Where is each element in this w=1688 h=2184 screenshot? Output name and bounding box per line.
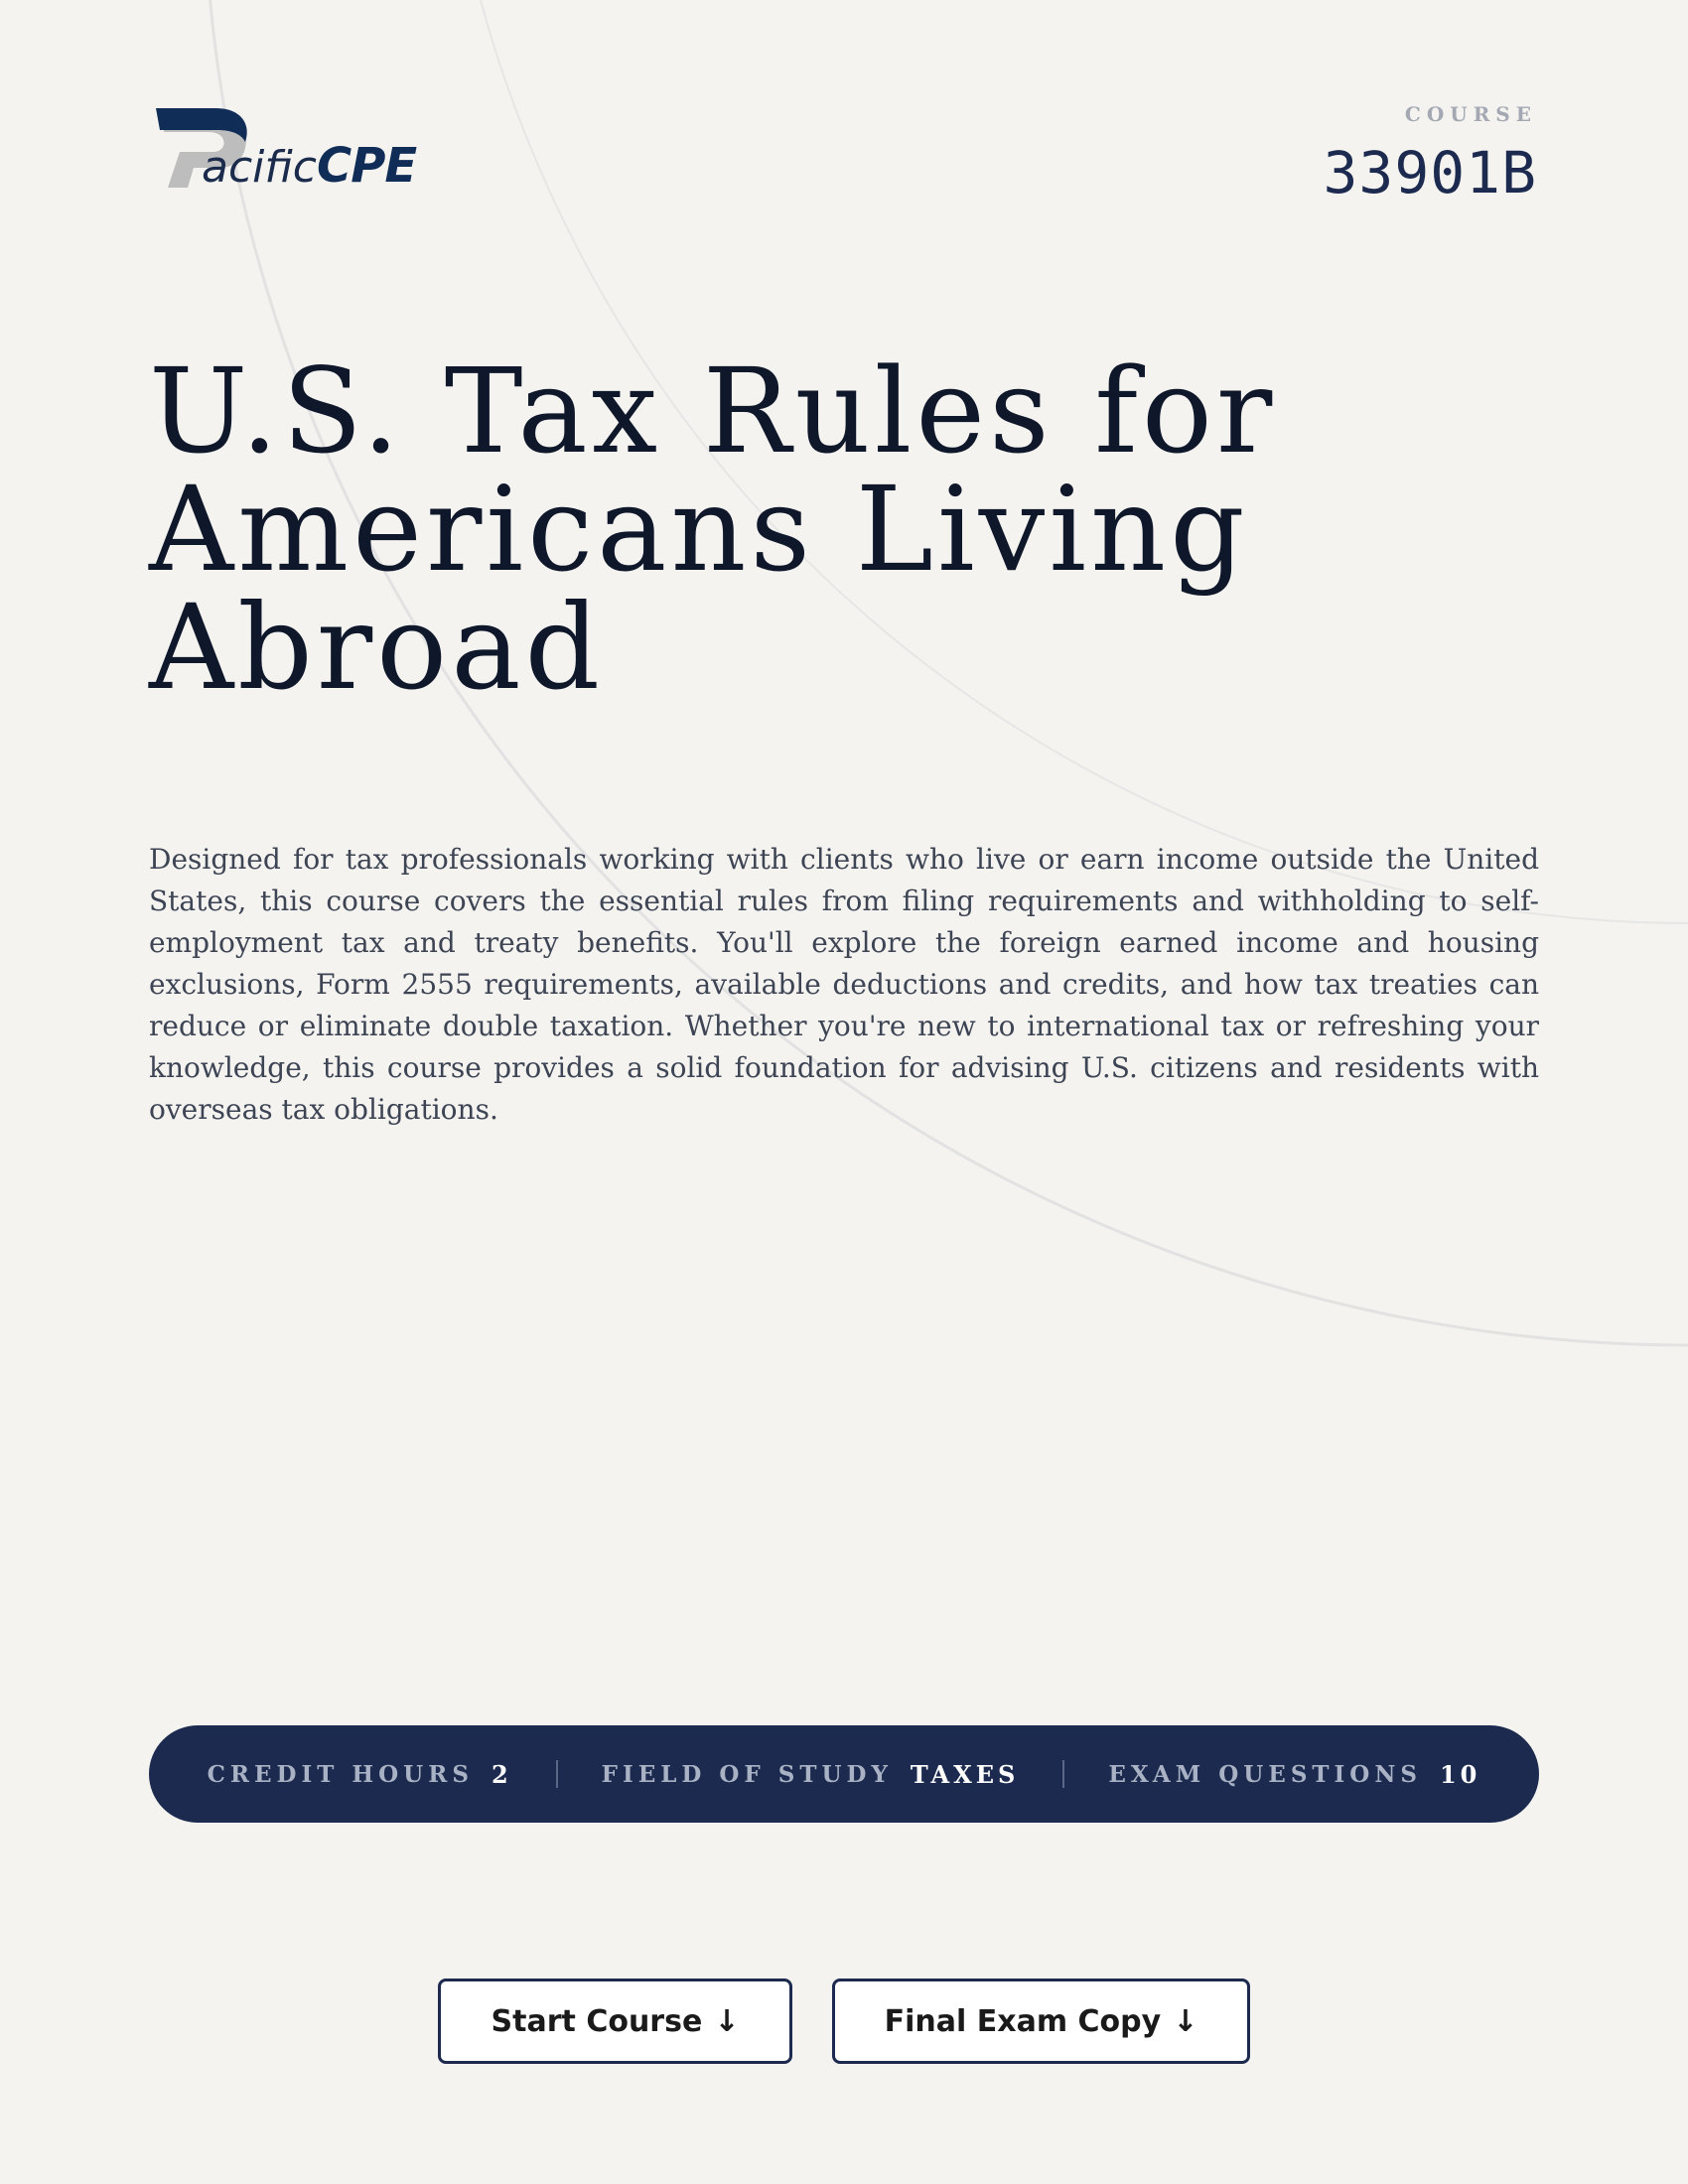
course-title: U.S. Tax Rules for Americans Living Abroad [149, 342, 1277, 716]
exam-questions-label: EXAM QUESTIONS [1108, 1760, 1422, 1788]
course-info-bar [149, 1725, 1539, 1823]
start-course-button[interactable] [438, 1979, 792, 2064]
info-divider [1062, 1760, 1064, 1788]
field-of-study-value: TAXES [910, 1759, 1020, 1789]
credit-hours-item [208, 1760, 512, 1789]
arrow-down-icon: ↓ [1173, 2003, 1198, 2039]
logo-text-cpe: CPE [317, 138, 417, 194]
info-divider [556, 1760, 558, 1788]
arrow-down-icon: ↓ [714, 2003, 740, 2039]
start-course-label: Start Course [491, 2003, 703, 2039]
course-label: COURSE [1404, 102, 1537, 126]
credit-hours-value: 2 [491, 1759, 512, 1789]
exam-questions-value: 10 [1439, 1759, 1481, 1789]
exam-questions-item [1108, 1760, 1480, 1789]
logo-text-acific: acific [202, 142, 317, 193]
course-code: 33901B [1323, 139, 1537, 206]
credit-hours-label: CREDIT HOURS [207, 1760, 474, 1788]
final-exam-copy-label: Final Exam Copy [884, 2003, 1162, 2039]
course-description: Designed for tax professionals working with clients who live or earn income outside the United States, this course covers the essential rules from filing requirements and withholding to self-employment tax and treaty benefits. You'll explore the foreign earned income and housing exclusions, Form 2555 requirements, available deductions and credits, and how tax treaties can reduce or eliminate double taxation. Whether you're new to international tax or refreshing your knowledge, this course provides a solid foundation for advising U.S. citizens and residents with overseas tax obligations. [149, 843, 1539, 1126]
final-exam-copy-button[interactable] [832, 1979, 1250, 2064]
logo-wordmark [202, 138, 417, 194]
field-of-study-label: FIELD OF STUDY [601, 1760, 893, 1788]
field-of-study-item [602, 1760, 1020, 1789]
pacific-cpe-logo [154, 104, 417, 204]
